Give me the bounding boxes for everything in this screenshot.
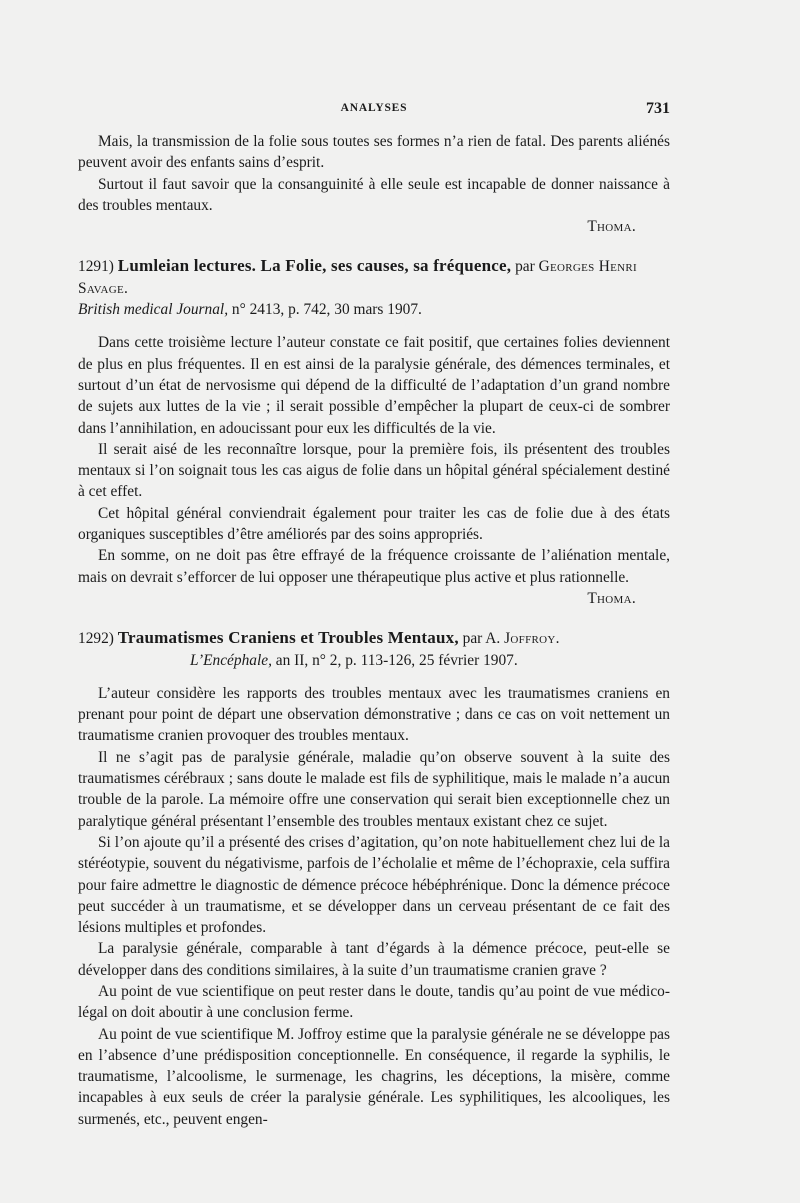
article-title: Traumatismes Craniens et Troubles Mentaux, (117, 628, 459, 648)
reference-number: 1291) (78, 258, 114, 276)
review-paragraph: Cet hôpital général conviendrait également pour traiter les cas de folie due à des états organiques susceptibles d’être améliorés par des soins appropriés. (78, 504, 670, 544)
page-number: 731 (646, 100, 670, 117)
page-content (78, 131, 670, 1130)
citation: an II, n° 2, p. 113-126, 25 février 1907. (275, 651, 518, 669)
journal-name: British medical Journal, (78, 301, 229, 319)
reviewer-signature: Thoma. (587, 589, 636, 607)
citation: n° 2413, p. 742, 30 mars 1907. (231, 301, 422, 319)
review-paragraph: Mais, la transmission de la folie sous toutes ses formes n’a rien de fatal. Des parents aliénés peuvent avoir des enfants sains d’esprit. (78, 133, 670, 172)
running-head: ANALYSES (340, 102, 408, 114)
review-paragraph: Au point de vue scientifique on peut rester dans le doute, tandis qu’au point de vue médico-légal on doit aboutir à une conclusion ferme. (78, 982, 670, 1022)
by-label: par (515, 258, 535, 276)
review-paragraph: Il ne s’agit pas de paralysie générale, maladie qu’on observe souvent à la suite des traumatismes cérébraux ; sans doute le malade est fils de syphilitique, mais le malade n’a aucun trouble de la parole. La mémoire offre une conservation qui serait bien exceptionnelle chez un paralytique général présentant l’ensemble des troubles mentaux existant chez ce sujet. (78, 748, 670, 830)
article-author: Georges Henri Savage. (78, 258, 637, 297)
page-header (78, 100, 670, 122)
review-heading-1291 (78, 255, 670, 320)
review-paragraph: L’auteur considère les rapports des troubles mentaux avec les traumatismes craniens en prenant pour point de départ une observation démonstrative ; dans ce cas on voit nettement un traumatisme cranien provoquer des troubles mentaux. (78, 684, 670, 745)
article-author: Joffroy. (504, 630, 560, 648)
journal-name: L’Encéphale, (190, 651, 272, 669)
review-paragraph: La paralysie générale, comparable à tant d’égards à la démence précoce, peut-elle se développer dans des conditions similaires, à la suite d’un traumatisme cranien grave ? (78, 940, 670, 979)
review-paragraph: Surtout il faut savoir que la consanguinité à elle seule est incapable de donner naissance à des troubles mentaux. (78, 175, 670, 214)
review-paragraph: En somme, on ne doit pas être effrayé de la fréquence croissante de l’aliénation mentale, mais on devrait s’efforcer de lui opposer une thérapeutique plus active et plus rationnelle. (78, 547, 670, 586)
article-title: Lumleian lectures. La Folie, ses causes, sa fréquence, (117, 256, 512, 276)
review-paragraph: Au point de vue scientifique M. Joffroy estime que la paralysie générale ne se développe pas en l’absence d’une prédisposition conceptionnelle. En conséquence, il regarde la syphilis, le traumatisme, l’alcoolisme, le surmenage, les chagrins, les déceptions, la misère, comme incapables à eux seuls de créer la paralysie générale. Les syphilitiques, les alcooliques, les surmenés, etc., peuvent engen- (78, 1025, 670, 1128)
review-paragraph: Dans cette troisième lecture l’auteur constate ce fait positif, que certaines folies deviennent de plus en plus fréquentes. Il en est ainsi de la paralysie générale, des démences terminales, et surtout d’un état de nervosisme qui dépend de la difficulté de l’adaptation d’un grand nombre de sujets aux luttes de la vie ; il serait possible d’empêcher la plupart de ceux-ci de sombrer dans l’annihilation, en adoucissant pour eux les difficultés de la vie. (78, 334, 670, 437)
review-paragraph: Il serait aisé de les reconnaître lorsque, pour la première fois, ils présentent des troubles mentaux si l’on soignait tous les cas aigus de folie dans un hôpital général spécialement destiné à cet effet. (78, 440, 670, 501)
reference-number: 1292) (78, 630, 114, 648)
by-label: par A. (462, 630, 501, 648)
reviewer-signature: Thoma. (587, 218, 636, 236)
review-paragraph: Si l’on ajoute qu’il a présenté des crises d’agitation, qu’on note habituellement chez lui de la stéréotypie, souvent du négativisme, parfois de l’écholalie et même de l’échopraxie, cela suffira pour faire admettre le diagnostic de démence précoce hébéphrénique. Donc la démence précoce peut succéder à un traumatisme, et se développer dans un cerveau présentant de ce fait des lésions multiples et profondes. (78, 833, 670, 937)
review-heading-1292 (78, 627, 670, 671)
